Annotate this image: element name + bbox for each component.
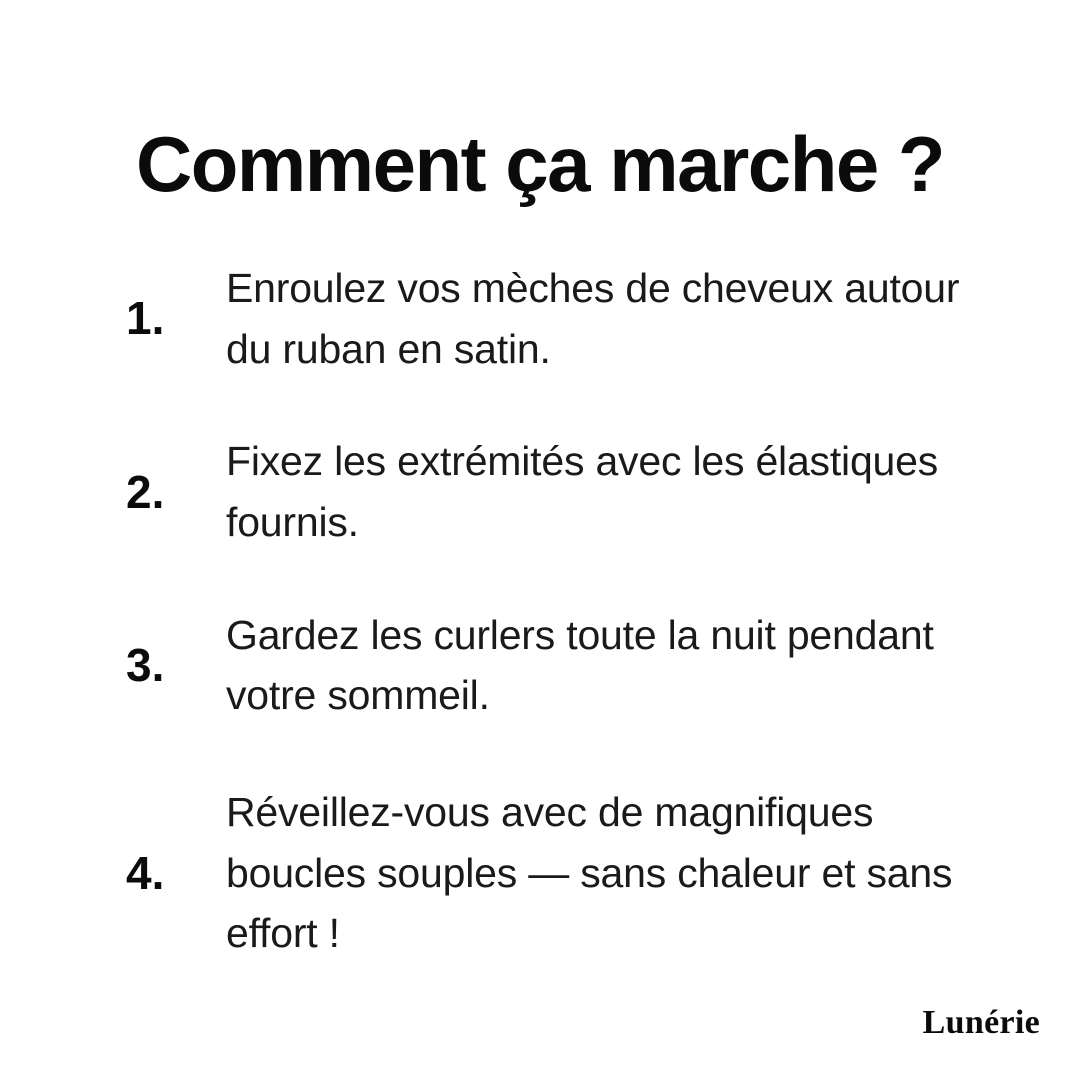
step-number: 1. xyxy=(126,292,165,345)
list-item xyxy=(118,605,988,726)
step-text: Fixez les extrémités avec les élastiques fournis. xyxy=(226,438,939,546)
list-item xyxy=(118,782,988,964)
step-text: Gardez les curlers toute la nuit pendant votre sommeil. xyxy=(226,611,934,719)
step-number: 3. xyxy=(126,639,165,692)
step-text: Enroulez vos mèches de cheveux autour du ruban en satin. xyxy=(226,265,960,372)
step-number: 2. xyxy=(126,465,165,518)
brand-logo: Lunérie xyxy=(922,1004,1040,1041)
page-title: Comment ça marche ? xyxy=(135,120,945,209)
step-number: 4. xyxy=(126,846,165,899)
steps-list xyxy=(118,258,988,964)
list-item xyxy=(118,258,988,379)
list-item xyxy=(118,431,988,552)
step-text: Réveillez-vous avec de magnifiques boucles souples — sans chaleur et sans effort ! xyxy=(226,789,953,957)
